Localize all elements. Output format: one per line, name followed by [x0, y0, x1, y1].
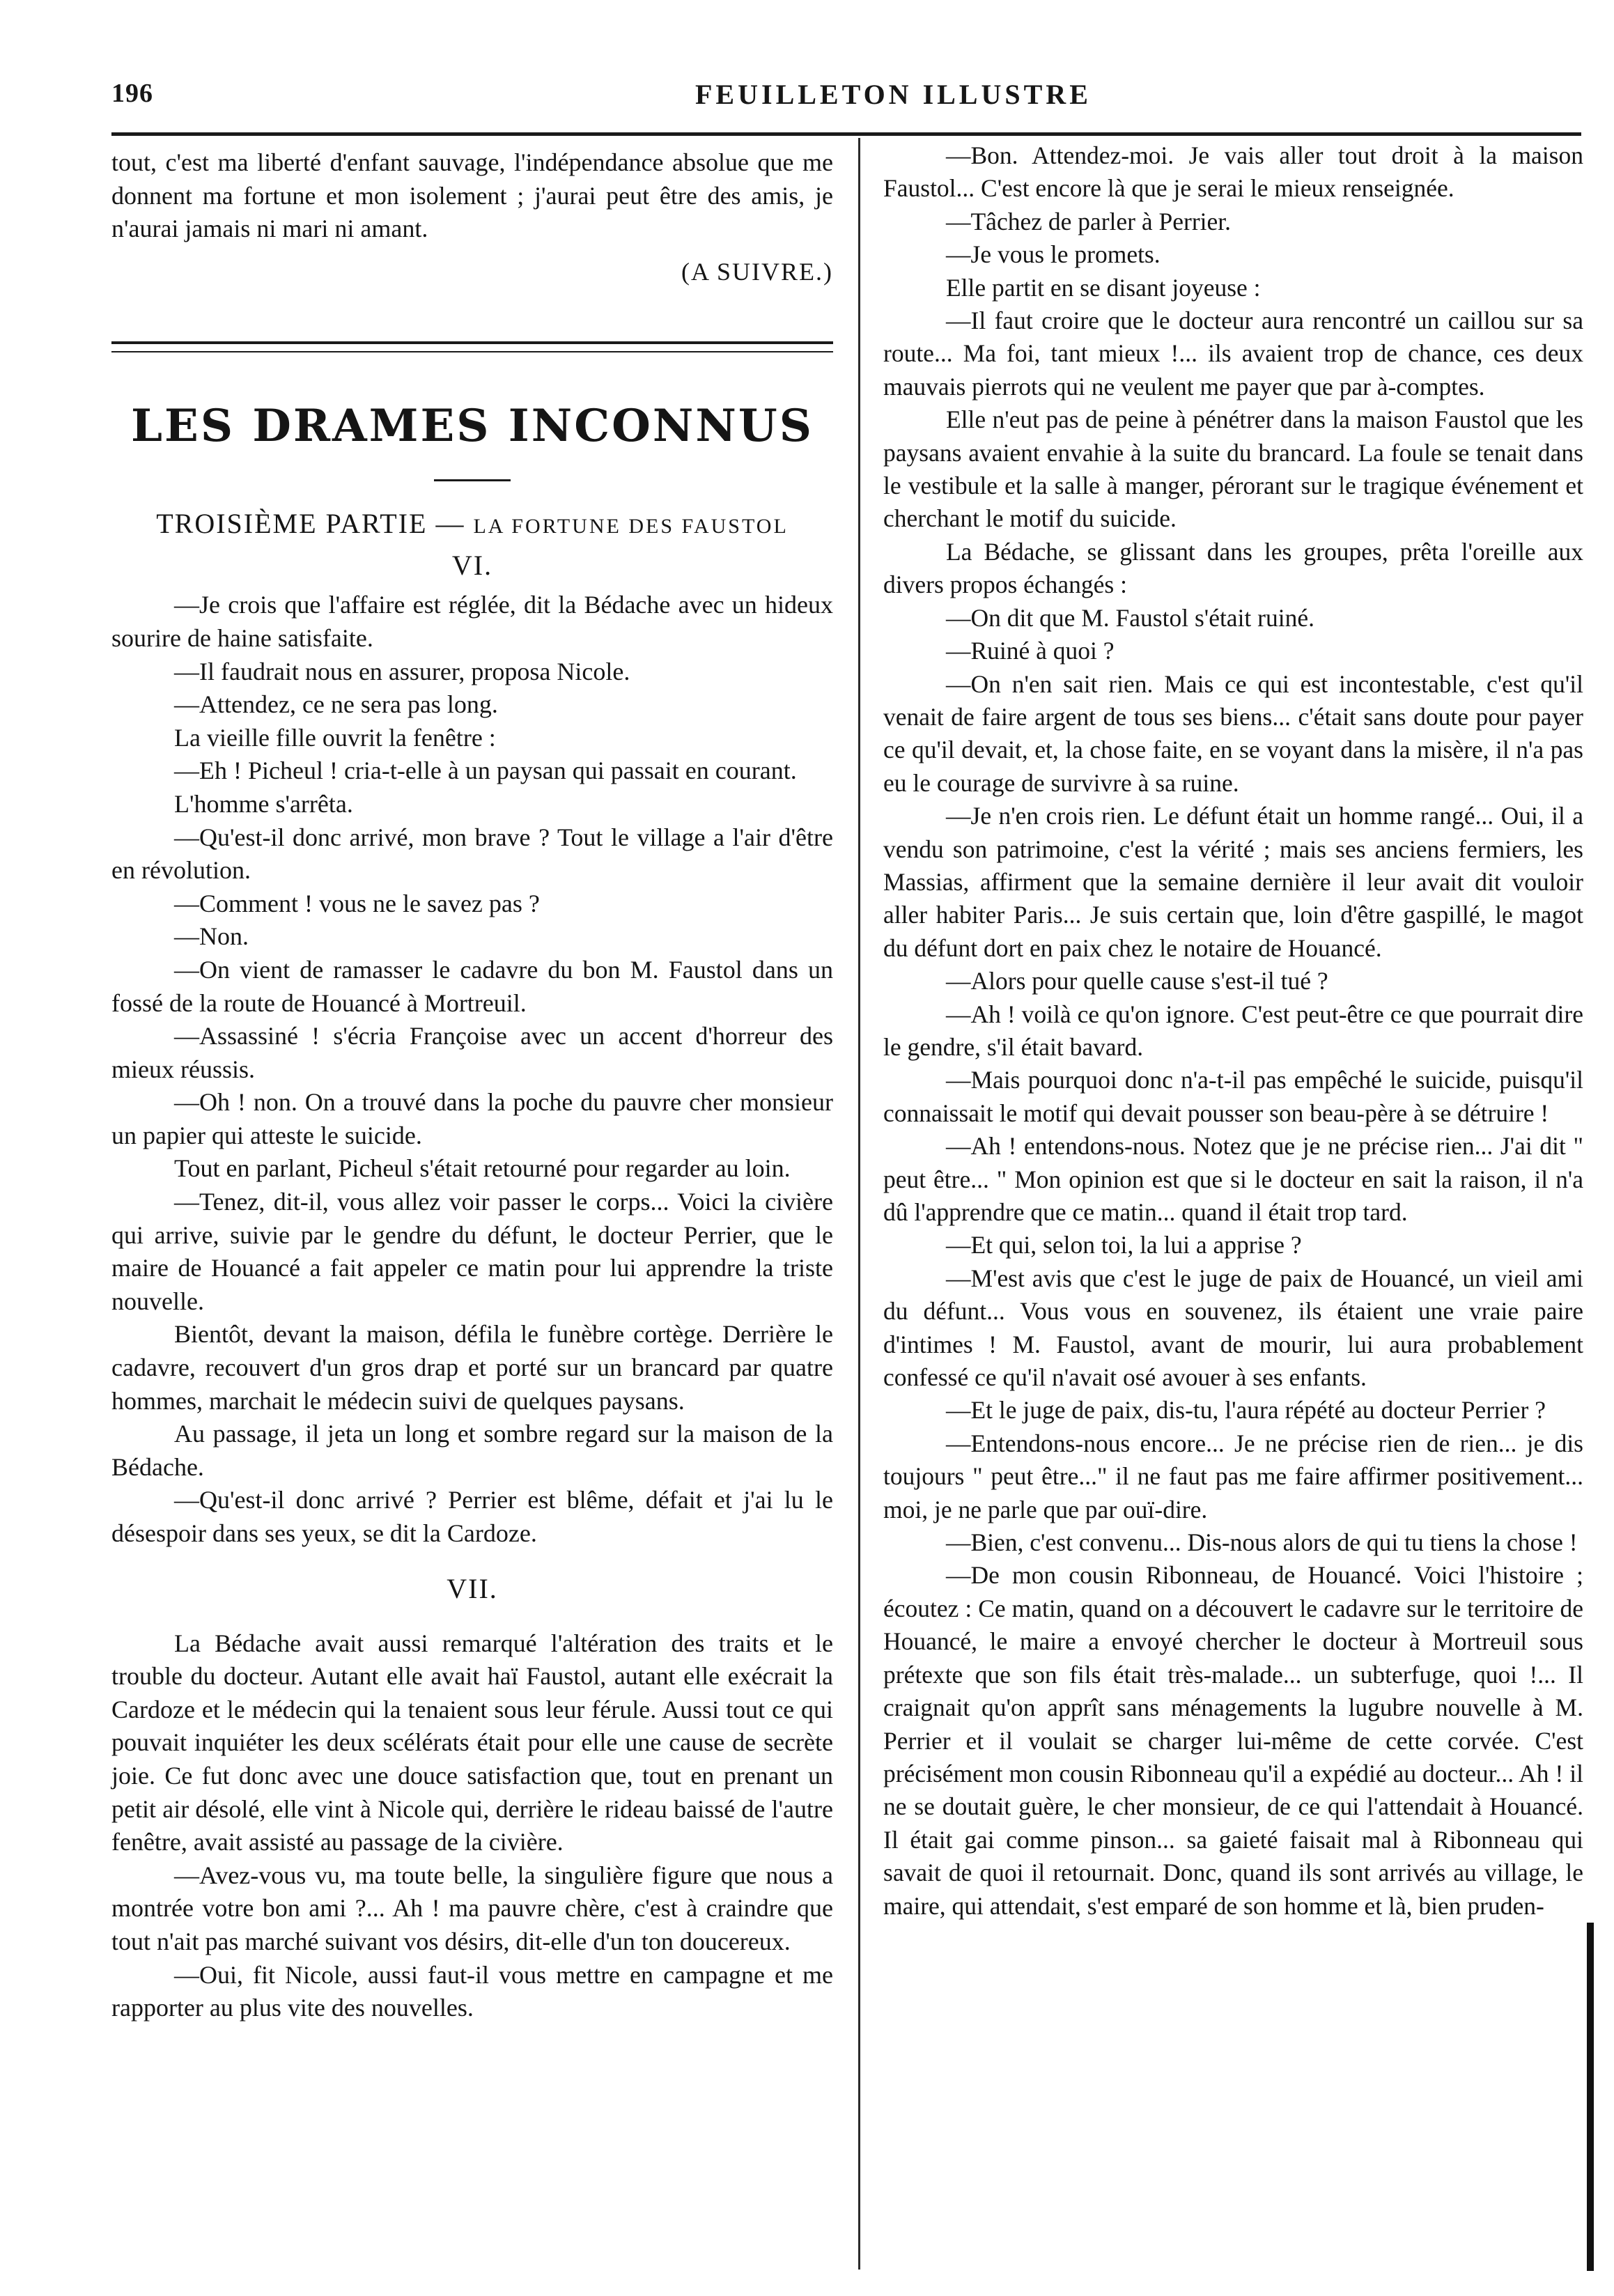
paragraph: —Oh ! non. On a trouvé dans la poche du pauvre cher monsieur un papier qui atteste le suicide.: [111, 1088, 833, 1149]
chapter-vi-body: [111, 589, 833, 1550]
paragraph: —Tâchez de parler à Perrier.: [946, 207, 1231, 235]
story-title: LES DRAMES INCONNUS: [131, 400, 814, 453]
running-head: FEUILLETON ILLUSTRE: [695, 79, 1092, 110]
paragraph: Au passage, il jeta un long et sombre regard sur la maison de la Bédache.: [111, 1420, 833, 1481]
right-column: [883, 139, 1583, 1923]
paragraph: —Et qui, selon toi, la lui a apprise ?: [946, 1231, 1302, 1259]
chapter-heading-vi: VI.: [451, 550, 493, 582]
paragraph: —Avez-vous vu, ma toute belle, la singulière figure que nous a montrée votre bon ami ?... Ah ! ma pauvre chère, c'est à craindre que tout n'ait pas marché suivant vos désirs, dit-elle d'un ton doucereux.: [111, 1861, 833, 1955]
paragraph: —Tenez, dit-il, vous allez voir passer le corps... Voici la civière qui arrive, suivie par le gendre du défunt, le docteur Perrier, que le maire de Houancé a fait appeler ce matin pour lui apprendre la triste nouvelle.: [111, 1188, 833, 1315]
paragraph: —M'est avis que c'est le juge de paix de Houancé, un vieil ami du défunt... Vous vous en souvenez, ils étaient une vraie paire d'intimes ! M. Faustol, avant de mourir, lui aura probablement confessé ce qu'il n'avait osé avouer à ses enfants.: [883, 1264, 1583, 1392]
paragraph: —Mais pourquoi donc n'a-t-il pas empêché le suicide, puisqu'il connaissait le motif qui devait pousser son beau-père à se détruire !: [883, 1066, 1583, 1127]
paragraph: —Non.: [174, 922, 249, 951]
chapter-vii-body: [111, 1627, 833, 2025]
paragraph: —Je n'en crois rien. Le défunt était un homme rangé... Oui, il a vendu son patrimoine, c'est la vérité ; mais ses anciens fermiers, les Massias, affirment que la semaine dernière il leur avait dit vouloir aller habiter Paris... Je suis certain que, loin d'être gaspillé, le magot du défunt dort en paix chez le notaire de Houancé.: [883, 802, 1583, 962]
paragraph: —Ruiné à quoi ?: [946, 637, 1115, 665]
paragraph: —De mon cousin Ribonneau, de Houancé. Voici l'histoire ; écoutez : Ce matin, quand on a découvert le cadavre sur le territoire de Houancé, le maire a envoyé chercher le docteur à Mortreuil sous prétexte que son fils était très-malade... un subterfuge, quoi !... Il craignait qu'on apprît sans ménagements la lugubre nouvelle à M. Perrier et il voulait se charger lui-même de cette corvée. C'est précisément mon cousin Ribonneau qu'il a expédié au docteur... Ah ! il ne se doutait guère, le cher monsieur, de ce qui l'attendait à Houancé. Il était gai comme pinson... sa gaieté faisait mal à Ribonneau qui savait de quoi il retournait. Donc, quand ils sont arrivés au village, le maire, qui attendait, s'est emparé de son homme et là, bien pruden-: [883, 1561, 1583, 1920]
to-be-continued: (A SUIVRE.): [681, 257, 833, 286]
left-column: [111, 146, 833, 2025]
paragraph: La Bédache avait aussi remarqué l'altération des traits et le trouble du docteur. Autant elle avait haï Faustol, autant elle exécrait la Cardoze et le médecin qui la tenaient sous leur férule. Aussi tout ce qui pouvait inquiéter les deux scélérats était pour elle une cause de secrète joie. Ce fut donc avec une douce satisfaction que, tout en prenant un petit air désolé, elle vint à Nicole qui, derrière le rideau baissé de l'autre fenêtre, avait assisté au passage de la civière.: [111, 1629, 833, 1856]
title-short-rule: [434, 479, 511, 481]
paragraph: —On vient de ramasser le cadavre du bon M. Faustol dans un fossé de la route de Houancé à Mortreuil.: [111, 955, 833, 1017]
paragraph: La Bédache, se glissant dans les groupes, prêta l'oreille aux divers propos échangés :: [883, 537, 1583, 599]
paragraph: —Je vous le promets.: [946, 240, 1161, 269]
part-separator: —: [427, 508, 474, 540]
paragraph: L'homme s'arrêta.: [174, 789, 353, 818]
chapter-heading-vii: VII.: [447, 1572, 498, 1604]
part-subtitle: LA FORTUNE DES FAUSTOL: [473, 515, 789, 538]
paragraph: —Je crois que l'affaire est réglée, dit la Bédache avec un hideux sourire de haine satisfaite.: [111, 591, 833, 652]
previous-story-ending: tout, c'est ma liberté d'enfant sauvage, l'indépendance absolue que me donnent ma fortune et mon isolement ; j'aurai peut être des amis, je n'aurai jamais ni mari ni amant.: [111, 148, 833, 243]
page-edge-mark: [1587, 1923, 1594, 2271]
paragraph: —Attendez, ce ne sera pas long.: [174, 690, 498, 719]
section-double-rule: [111, 341, 833, 352]
paragraph: —Assassiné ! s'écria Françoise avec un accent d'horreur des mieux réussis.: [111, 1022, 833, 1083]
paragraph: La vieille fille ouvrit la fenêtre :: [174, 723, 496, 752]
paragraph: —Ah ! entendons-nous. Notez que je ne précise rien... J'ai dit " peut être... " Mon opinion est que si le docteur en sait la raison, il n'a dû l'apprendre que ce matin... quand il était trop tard.: [883, 1132, 1583, 1226]
paragraph: —Il faut croire que le docteur aura rencontré un caillou sur sa route... Ma foi, tant mieux !... ils avaient trop de chance, ces deux mauvais pierrots qui ne veulent me payer que par à-comptes.: [883, 307, 1583, 401]
paragraph: Bientôt, devant la maison, défila le funèbre cortège. Derrière le cadavre, recouvert d'un gros drap et porté sur un brancard par quatre hommes, marchait le médecin suivi de quelques paysans.: [111, 1320, 833, 1415]
paragraph: —Comment ! vous ne le savez pas ?: [174, 889, 540, 917]
paragraph: —Il faudrait nous en assurer, proposa Nicole.: [174, 657, 630, 685]
paragraph: —Et le juge de paix, dis-tu, l'aura répété au docteur Perrier ?: [946, 1396, 1546, 1425]
paragraph: Tout en parlant, Picheul s'était retourné pour regarder au loin.: [174, 1154, 791, 1183]
paragraph: —Ah ! voilà ce qu'on ignore. C'est peut-être ce que pourrait dire le gendre, s'il était bavard.: [883, 1000, 1583, 1061]
paragraph: —Bon. Attendez-moi. Je vais aller tout droit à la maison Faustol... C'est encore là que je serai le mieux renseignée.: [883, 141, 1583, 203]
paragraph: —On dit que M. Faustol s'était ruiné.: [946, 603, 1314, 632]
paragraph: —Bien, c'est convenu... Dis-nous alors de qui tu tiens la chose !: [946, 1528, 1578, 1557]
column-divider: [858, 138, 860, 2270]
paragraph: Elle partit en se disant joyeuse :: [946, 273, 1261, 302]
paragraph: —Qu'est-il donc arrivé, mon brave ? Tout le village a l'air d'être en révolution.: [111, 823, 833, 885]
paragraph: —Oui, fit Nicole, aussi faut-il vous mettre en campagne et me rapporter au plus vite des nouvelles.: [111, 1960, 833, 2022]
paragraph: —Entendons-nous encore... Je ne précise rien de rien... je dis toujours " peut être..." il ne faut pas me faire affirmer positivement... moi, je ne parle que par ouï-dire.: [883, 1429, 1583, 1523]
paragraph: —On n'en sait rien. Mais ce qui est incontestable, c'est qu'il venait de faire argent de tous ses biens... c'était sans doute pour payer ce qu'il devait, et, la chose faite, en se voyant dans la misère, il n'a pas eu le courage de survivre à sa ruine.: [883, 669, 1583, 797]
paragraph: —Qu'est-il donc arrivé ? Perrier est blême, défait et j'ai lu le désespoir dans ses yeux, se dit la Cardoze.: [111, 1486, 833, 1547]
page-number: 196: [111, 79, 153, 108]
paragraph: Elle n'eut pas de peine à pénétrer dans la maison Faustol que les paysans avaient envahie à la suite du brancard. La foule se tenait dans le vestibule et la salle à manger, pérorant sur le tragique événement et cherchant le motif du suicide.: [883, 405, 1583, 533]
page-header: [103, 78, 1580, 120]
header-rule: [111, 132, 1581, 136]
part-heading: [111, 506, 833, 544]
part-label: TROISIÈME PARTIE: [156, 508, 428, 540]
paragraph: —Alors pour quelle cause s'est-il tué ?: [946, 967, 1328, 995]
paragraph: —Eh ! Picheul ! cria-t-elle à un paysan qui passait en courant.: [174, 757, 797, 785]
